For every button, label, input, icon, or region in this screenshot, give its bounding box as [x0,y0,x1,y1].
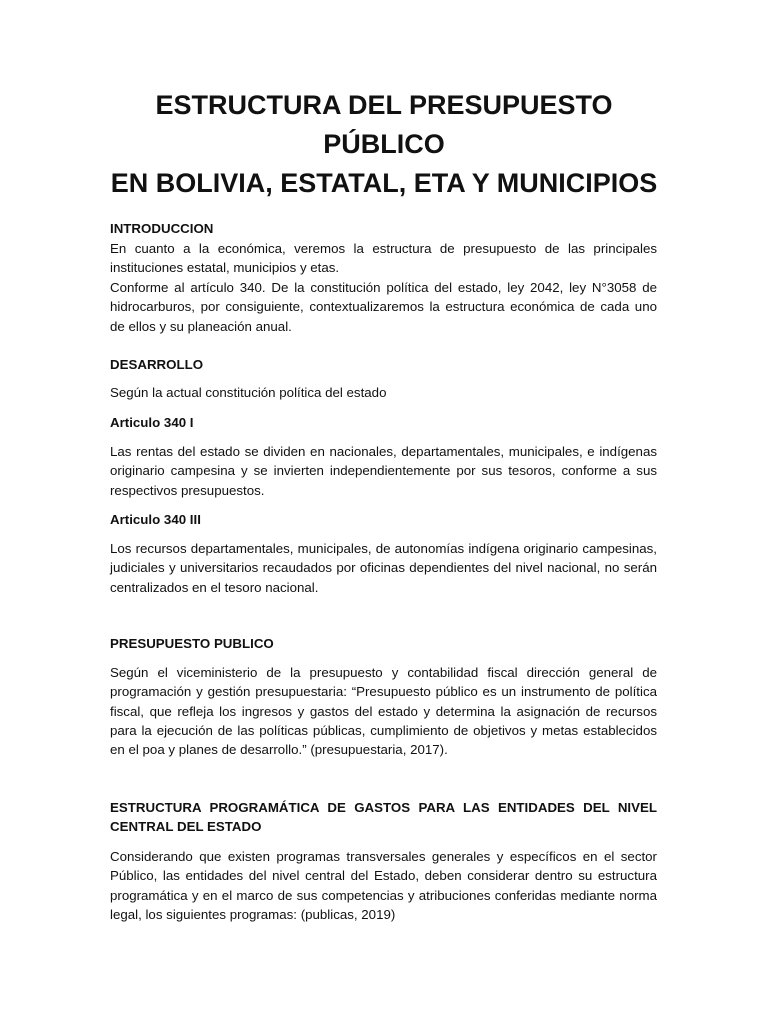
introduccion-paragraph-2: Conforme al artículo 340. De la constitución política del estado, ley 2042, ley N°3058 de hidrocarburos, por consiguiente, contextualizaremos la estructura económica de cada uno de ellos y su planeación anual. [110,280,657,334]
document-title-line-1: ESTRUCTURA DEL PRESUPUESTO PÚBLICO [155,90,613,159]
presupuesto-publico-heading: PRESUPUESTO PUBLICO [110,636,274,651]
estructura-programatica-heading: ESTRUCTURA PROGRAMÁTICA DE GASTOS PARA LAS ENTIDADES DEL NIVEL CENTRAL DEL ESTADO [110,800,657,835]
desarrollo-lead: Según la actual constitución política del estado [110,385,387,400]
articulo-340-iii-text: Los recursos departamentales, municipales, de autonomías indígena originario campesinas, judiciales y universitarios recaudados por oficinas dependientes del nivel nacional, no serán centralizados en el tesoro nacional. [110,541,657,595]
desarrollo-heading: DESARROLLO [110,357,204,372]
articulo-340-iii-heading: Articulo 340 III [110,512,201,527]
introduccion-paragraph-1: En cuanto a la económica, veremos la estructura de presupuesto de las principales instituciones estatal, municipios y etas. [110,241,657,276]
articulo-340-i-heading: Articulo 340 I [110,415,194,430]
document-title-line-2: EN BOLIVIA, ESTATAL, ETA Y MUNICIPIOS [110,168,658,198]
presupuesto-publico-text: Según el viceministerio de la presupuesto y contabilidad fiscal dirección general de programación y gestión presupuestaria: “Presupuesto público es un instrumento de política fiscal, que refleja los ingresos y gastos del estado y determina la asignación de recursos para la ejecución de las políticas públicas, cumplimiento de objetivos y metas establecidos en el poa y planes de desarrollo.” (presupuestaria, 2017). [110,665,657,758]
introduccion-heading: INTRODUCCION [110,221,214,236]
document-title [96,86,672,203]
articulo-340-i-text: Las rentas del estado se dividen en nacionales, departamentales, municipales, e indígenas originario campesina y se invierten independientemente por sus tesoros, conforme a sus respectivos presupuestos. [110,444,657,498]
estructura-programatica-text: Considerando que existen programas transversales generales y específicos en el sector Público, las entidades del nivel central del Estado, deben considerar dentro su estructura programática y en el marco de sus competencias y atribuciones conferidas mediante norma legal, los siguientes programas: (publicas, 2019) [110,849,657,922]
